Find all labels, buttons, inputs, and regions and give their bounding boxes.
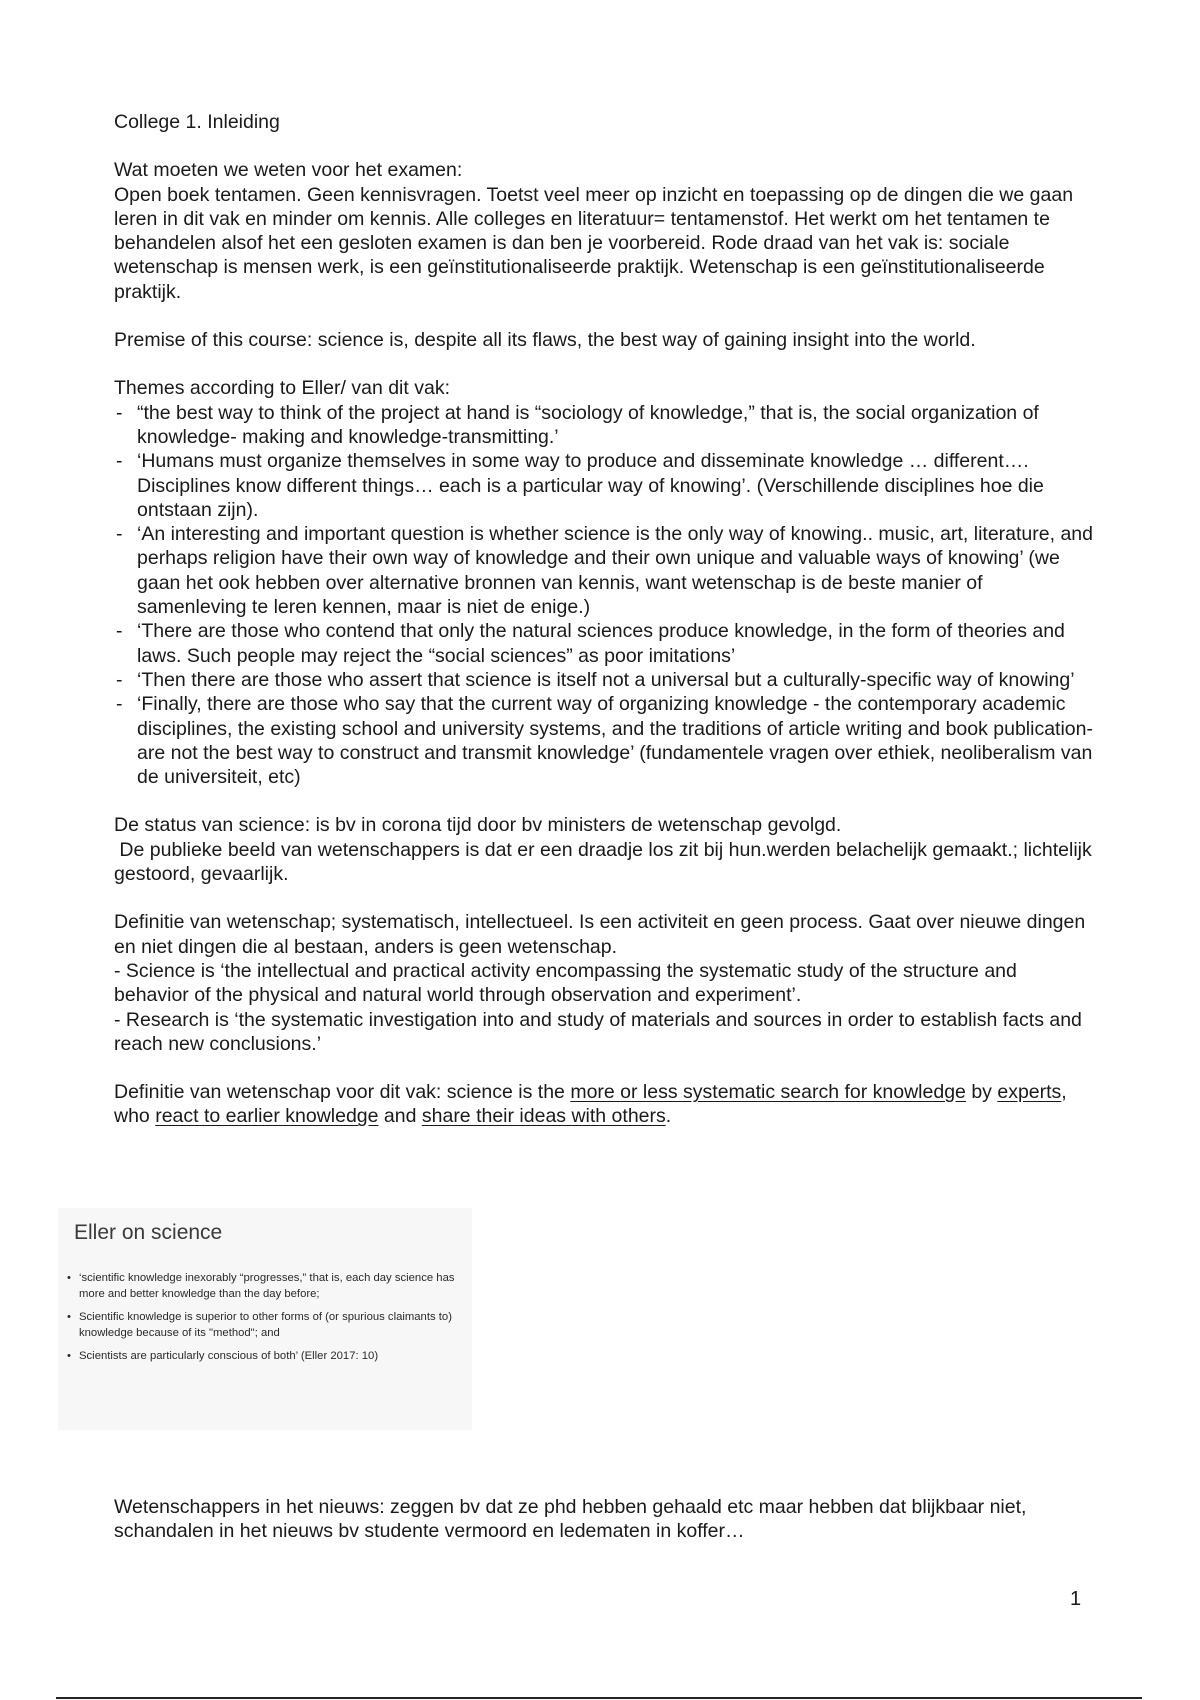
page-title: College 1. Inleiding [114, 111, 280, 133]
themes-list [114, 401, 1094, 790]
course-definition-prefix: Definitie van wetenschap voor dit vak: science is the [114, 1081, 571, 1104]
slide-bullet: • ‘scientific knowledge inexorably “progresses,” that is, each day science has more and better knowledge than the day before; [66, 1270, 466, 1302]
list-item: - ‘Humans must organize themselves in some way to produce and disseminate knowledge … different…. Disciplines know different things… each is a particular way of knowing’. (Verschillende disciplines hoe die ontstaan zijn). [114, 449, 1094, 522]
news-paragraph: Wetenschappers in het nieuws: zeggen bv dat ze phd hebben gehaald etc maar hebben dat blijkbaar niet, schandalen in het nieuws bv studente vermoord en ledematen in koffer… [114, 1496, 1027, 1543]
slide-title: Eller on science [74, 1221, 223, 1244]
premise-paragraph: Premise of this course: science is, despite all its flaws, the best way of gaining insight into the world. [114, 329, 976, 352]
slide-bullets [66, 1270, 466, 1371]
status-line-2 [114, 838, 1094, 887]
list-item: - “the best way to think of the project at hand is “sociology of knowledge,” that is, the social organization of knowledge- making and knowledge-transmitting.’ [114, 401, 1094, 450]
definition-intro: Definitie van wetenschap; systematisch, intellectueel. Is een activiteit en geen process. Gaat over nieuwe dingen en niet dingen die al bestaan, anders is geen wetenschap. [114, 911, 1086, 958]
connector-text: by [965, 1081, 998, 1104]
themes-heading: Themes according to Eller/ van dit vak: [114, 377, 450, 400]
exam-paragraph: Open boek tentamen. Geen kennisvragen. Toetst veel meer op inzicht en toepassing op de dingen die we gaan leren in dit vak en minder om kennis. Alle colleges en literatuur= tentamenstof. Het werkt om het tentamen te behandelen alsof het een gesloten examen is dan ben je voorbereid. Rode draad van het vak is: sociale wetenschap is mensen werk, is een geïnstitutionaliseerde praktijk. Wetenschap is een geïnstitutionaliseerde praktijk. [114, 183, 1074, 303]
definition-science: - Science is ‘the intellectual and practical activity encompassing the systematic study of the structure and behavior of the physical and natural world through observation and experiment’. [114, 959, 1017, 1007]
connector-text: and [378, 1105, 422, 1128]
page-number: 1 [1070, 1588, 1082, 1610]
underlined-phrase: experts [997, 1081, 1062, 1104]
underlined-phrase: more or less systematic search for knowledge [570, 1081, 966, 1104]
slide-image [58, 1208, 472, 1430]
list-item: - ‘There are those who contend that only the natural sciences produce knowledge, in the form of theories and laws. Such people may reject the “social sciences” as poor imitations’ [114, 619, 1094, 668]
status-line-1: De status van science: is bv in corona tijd door bv ministers de wetenschap gevolgd. [114, 814, 842, 837]
course-definition [114, 1080, 1094, 1129]
slide-bullet: • Scientists are particularly conscious of both’ (Eller 2017: 10) [66, 1348, 466, 1364]
list-item: - ‘An interesting and important question is whether science is the only way of knowing.. music, art, literature, and perhaps religion have their own way of knowledge and their own unique and valuable ways of knowing’ (we gaan het ook hebben over alternative bronnen van kennis, want wetenschap is de beste manier of samenleving te leren kennen, maar is niet de enige.) [114, 522, 1094, 619]
underlined-phrase: react to earlier knowledge [155, 1105, 379, 1128]
slide-bullet: • Scientific knowledge is superior to other forms of (or spurious claimants to) knowledge because of its "method"; and [66, 1309, 466, 1341]
footer-divider [56, 1697, 1142, 1699]
definition-research: - Research is ‘the systematic investigation into and study of materials and sources in order to establish facts and reach new conclusions.’ [114, 1008, 1082, 1055]
list-item: - ‘Finally, there are those who say that the current way of organizing knowledge - the contemporary academic disciplines, the existing school and university systems, and the traditions of article writing and book publication- are not the best way to construct and transmit knowledge’ (fundamentele vragen over ethiek, neoliberalism van de universiteit, etc) [114, 692, 1094, 789]
underlined-phrase: share their ideas with others [421, 1105, 666, 1128]
document-body [114, 110, 1094, 1153]
status-line-2-text: De publieke beeld van wetenschappers is dat er een draadje los zit bij hun.werden belachelijk gemaakt.; lichtelijk gestoord, gevaarlijk. [114, 838, 1092, 886]
exam-heading: Wat moeten we weten voor het examen: [114, 159, 463, 182]
connector-text: , who [114, 1081, 1067, 1128]
connector-text: . [665, 1105, 672, 1128]
list-item: - ‘Then there are those who assert that science is itself not a universal but a culturally-specific way of knowing’ [114, 668, 1094, 692]
